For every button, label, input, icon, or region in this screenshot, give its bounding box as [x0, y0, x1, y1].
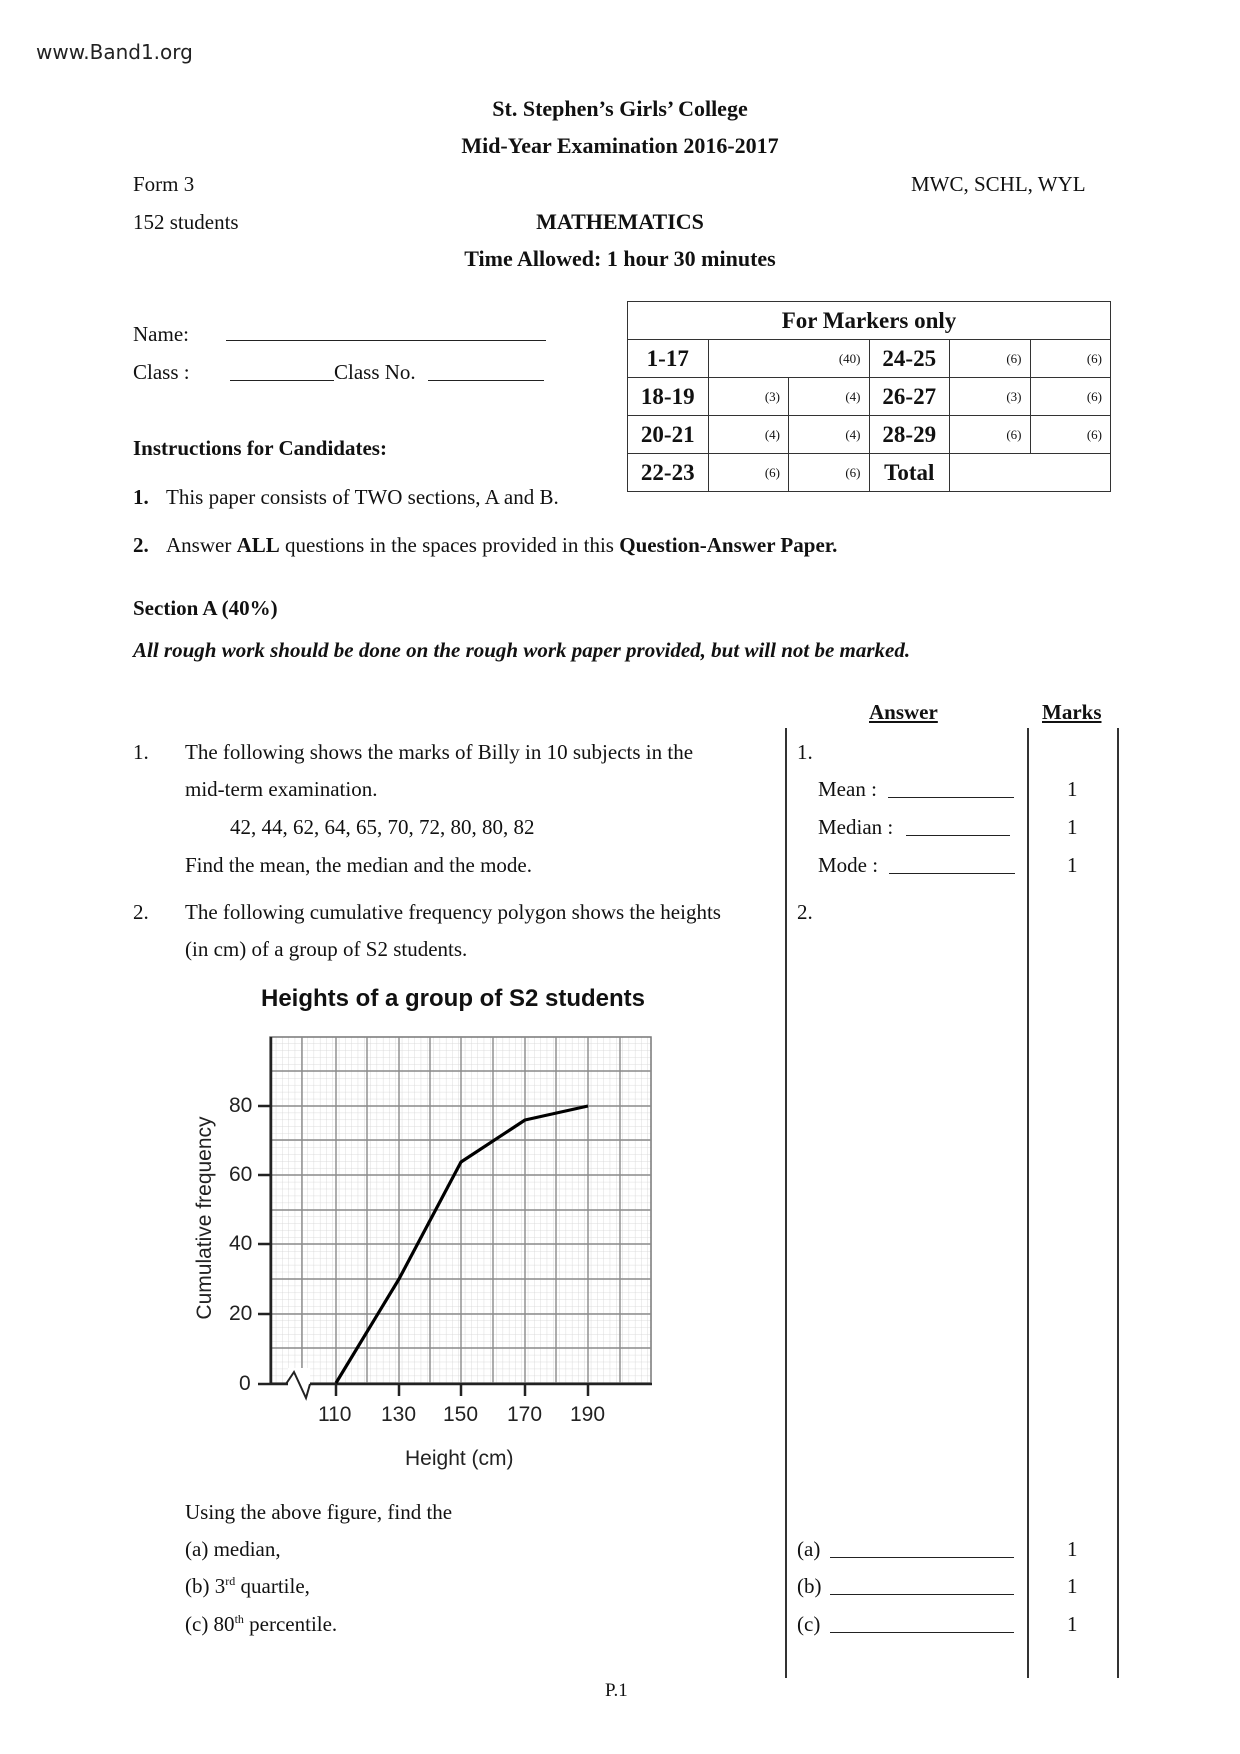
marks-cell: (6) — [1030, 340, 1111, 378]
x-axis-label: Height (cm) — [405, 1447, 514, 1470]
marks-cell: (3) — [950, 378, 1031, 416]
instruction-number: 1. — [133, 485, 149, 509]
marks-column-right-rule — [1117, 728, 1119, 1678]
instruction-text: questions in the spaces provided in this — [279, 533, 620, 557]
answer-2-number: 2. — [797, 900, 813, 924]
marks-column-header: Marks — [1042, 700, 1102, 724]
total-label: Total — [869, 454, 950, 492]
median-label: Median : — [818, 815, 894, 839]
answer-2a-field[interactable] — [830, 1539, 1014, 1558]
y-tick-label: 0 — [239, 1372, 251, 1395]
marks-cell: (4) — [789, 416, 870, 454]
part-text: median, — [213, 1537, 281, 1561]
time-allowed: Time Allowed: 1 hour 30 minutes — [464, 246, 776, 271]
part-text: (b) 3 — [185, 1574, 226, 1598]
median-marks: 1 — [1067, 815, 1078, 839]
instruction-emphasis: Question-Answer Paper. — [619, 533, 838, 557]
marks-cell: (4) — [789, 378, 870, 416]
question-range: 28-29 — [869, 416, 950, 454]
answer-1-number: 1. — [797, 740, 813, 764]
question-1-line: mid-term examination. — [185, 777, 378, 801]
instruction-text: This paper consists of TWO sections, A and B. — [166, 485, 559, 509]
class-no-field[interactable] — [428, 362, 544, 381]
answer-2c-marks: 1 — [1067, 1612, 1078, 1636]
answer-2c-field[interactable] — [830, 1614, 1014, 1633]
markers-row — [628, 454, 1111, 492]
name-label: Name: — [133, 322, 189, 346]
mode-answer-field[interactable] — [889, 855, 1015, 874]
marks-cell: (6) — [950, 416, 1031, 454]
marks-cell: (6) — [1030, 378, 1111, 416]
marks-cell: (3) — [708, 378, 789, 416]
form-level: Form 3 — [133, 172, 195, 196]
answer-column-header: Answer — [869, 700, 938, 724]
subject-title: MATHEMATICS — [536, 209, 704, 234]
total-cell — [950, 454, 1111, 492]
answer-2b-label: (b) — [797, 1574, 822, 1598]
x-tick-label: 190 — [570, 1403, 606, 1426]
answer-2b-field[interactable] — [830, 1576, 1014, 1595]
y-axis-label: Cumulative frequency — [193, 1116, 216, 1320]
ordinal-suffix: th — [234, 1612, 244, 1626]
chart-title: Heights of a group of S2 students — [261, 985, 646, 1012]
exam-title: Mid-Year Examination 2016-2017 — [461, 133, 779, 158]
mean-answer-field[interactable] — [888, 779, 1014, 798]
question-2-line: The following cumulative frequency polygon shows the heights — [185, 900, 721, 924]
question-2-number: 2. — [133, 900, 149, 924]
school-name: St. Stephen’s Girls’ College — [492, 96, 748, 121]
marks-cell: (6) — [950, 340, 1031, 378]
section-title: Section A (40%) — [133, 596, 278, 620]
question-range: 26-27 — [869, 378, 950, 416]
question-range: 18-19 — [628, 378, 709, 416]
part-text: (c) 80 — [185, 1612, 235, 1636]
x-tick-label: 150 — [443, 1403, 479, 1426]
ordinal-suffix: rd — [225, 1574, 236, 1588]
answer-column-left-rule — [785, 728, 787, 1678]
question-range: 24-25 — [869, 340, 950, 378]
mode-label: Mode : — [818, 853, 879, 877]
name-field[interactable] — [226, 322, 546, 341]
marks-column-left-rule — [1027, 728, 1029, 1678]
answer-2b-marks: 1 — [1067, 1574, 1078, 1598]
class-label: Class : — [133, 360, 190, 384]
question-2-line: (in cm) of a group of S2 students. — [185, 937, 468, 961]
instruction-number: 2. — [133, 533, 149, 557]
part-text: quartile, — [235, 1574, 310, 1598]
mean-label: Mean : — [818, 777, 877, 801]
question-1-line: The following shows the marks of Billy in 10 subjects in the — [185, 740, 694, 764]
marks-cell: (6) — [1030, 416, 1111, 454]
instructions-title: Instructions for Candidates: — [133, 436, 387, 460]
y-tick-label: 60 — [229, 1163, 253, 1186]
class-no-label: Class No. — [334, 360, 416, 384]
section-note: All rough work should be done on the rough work paper provided, but will not be marked. — [133, 638, 911, 662]
question-range: 22-23 — [628, 454, 709, 492]
y-tick-label: 40 — [229, 1232, 253, 1255]
instruction-text: Answer — [166, 533, 237, 557]
instruction-item — [133, 533, 837, 558]
student-count: 152 students — [133, 210, 239, 234]
marks-cell: (40) — [708, 340, 869, 378]
answer-2a-marks: 1 — [1067, 1537, 1078, 1561]
x-tick-label: 130 — [381, 1403, 417, 1426]
answer-2a-label: (a) — [797, 1537, 821, 1561]
instruction-item — [133, 485, 559, 510]
y-tick-label: 20 — [229, 1302, 253, 1325]
question-2-part-a — [185, 1537, 281, 1562]
question-range: 20-21 — [628, 416, 709, 454]
question-2-prompt: Using the above figure, find the — [185, 1500, 453, 1524]
mean-marks: 1 — [1067, 777, 1078, 801]
markers-row — [628, 416, 1111, 454]
page-number: P.1 — [605, 1680, 628, 1701]
question-2-part-b — [185, 1574, 310, 1599]
class-field[interactable] — [230, 362, 334, 381]
question-1-data: 42, 44, 62, 64, 65, 70, 72, 80, 80, 82 — [230, 815, 535, 839]
marks-cell: (6) — [708, 454, 789, 492]
part-text: percentile. — [243, 1612, 338, 1636]
part-text: (a) — [185, 1537, 214, 1561]
marks-cell: (4) — [708, 416, 789, 454]
watermark: www.Band1.org — [36, 40, 193, 64]
x-tick-label: 170 — [507, 1403, 543, 1426]
question-range: 1-17 — [628, 340, 709, 378]
marks-cell: (6) — [789, 454, 870, 492]
question-1-number: 1. — [133, 740, 149, 764]
markers-row — [628, 340, 1111, 378]
answer-2c-label: (c) — [797, 1612, 821, 1636]
question-1-prompt: Find the mean, the median and the mode. — [185, 853, 532, 877]
cumulative-frequency-chart — [180, 1020, 680, 1460]
instruction-emphasis: ALL — [236, 533, 280, 557]
teachers: MWC, SCHL, WYL — [911, 172, 1086, 196]
markers-table — [627, 301, 1111, 492]
y-tick-label: 80 — [229, 1094, 253, 1117]
markers-row — [628, 378, 1111, 416]
markers-table-title: For Markers only — [628, 302, 1111, 340]
question-2-part-c — [185, 1612, 337, 1637]
x-tick-label: 110 — [318, 1403, 352, 1426]
median-answer-field[interactable] — [906, 817, 1010, 836]
mode-marks: 1 — [1067, 853, 1078, 877]
